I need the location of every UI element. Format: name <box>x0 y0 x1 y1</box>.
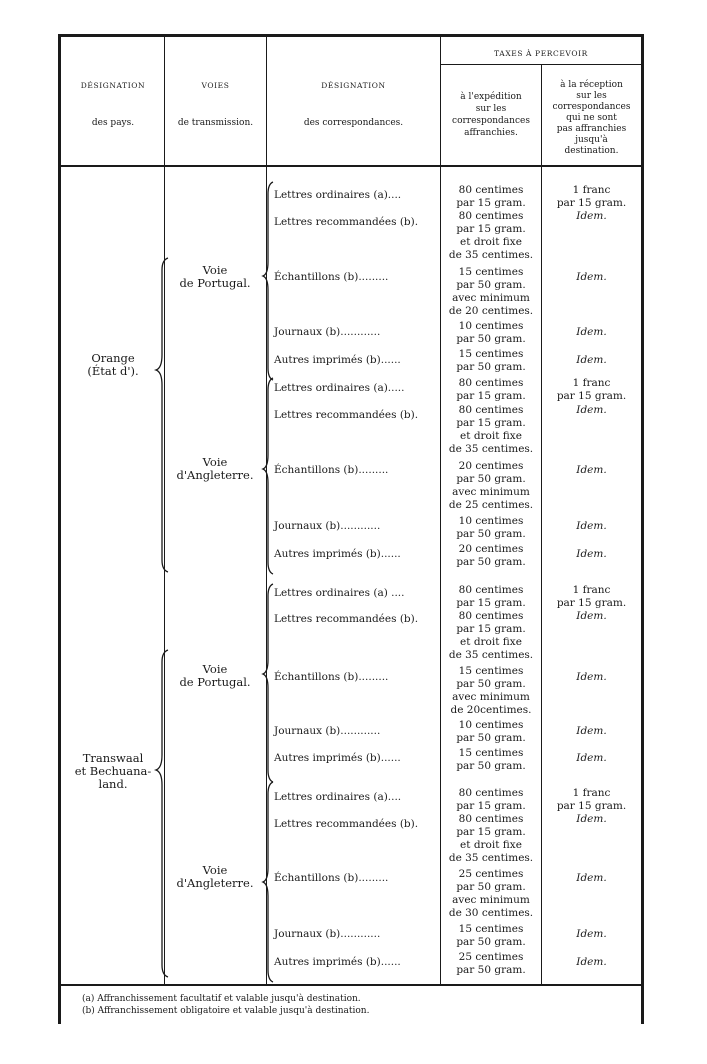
row-desc: Autres imprimés (b)...... <box>274 548 401 560</box>
row-desc: Lettres ordinaires (a)..... <box>274 382 405 394</box>
row-desc: Autres imprimés (b)...... <box>274 752 401 764</box>
header-voies-1: VOIES <box>201 81 230 90</box>
row-desc: Lettres recommandées (b). <box>274 613 419 625</box>
row-desc: Lettres ordinaires (a) .... <box>274 587 405 599</box>
row-desc: Échantillons (b)......... <box>274 671 389 683</box>
row-desc: Autres imprimés (b)...... <box>274 956 401 968</box>
row-desc: Échantillons (b)......... <box>274 872 389 884</box>
header-pays-2: des pays. <box>91 118 135 128</box>
row-desc: Journaux (b)............ <box>274 725 381 737</box>
brace-t-p <box>263 584 273 782</box>
header-voies-2: de transmission. <box>177 118 254 128</box>
row-desc: Lettres recommandées (b). <box>274 216 419 228</box>
row-desc: Autres imprimés (b)...... <box>274 354 401 366</box>
row-desc: Lettres ordinaires (a).... <box>274 791 402 803</box>
brace-transwaal <box>156 650 168 977</box>
row-desc: Lettres recommandées (b). <box>274 818 419 830</box>
footnote-a: (a) Affranchissement facultatif et valable jusqu'à destination. <box>82 994 361 1004</box>
row-desc: Échantillons (b)......... <box>274 464 389 476</box>
header-corresp-2: des correspondances. <box>303 118 404 128</box>
brace-o-a <box>263 378 273 574</box>
row-desc: Journaux (b)............ <box>274 928 381 940</box>
header-taxes: TAXES À PERCEVOIR <box>494 49 588 58</box>
row-desc: Lettres ordinaires (a).... <box>274 189 402 201</box>
row-desc: Lettres recommandées (b). <box>274 409 419 421</box>
row-desc: Échantillons (b)......... <box>274 271 389 283</box>
row-desc: Journaux (b)............ <box>274 520 381 532</box>
row-desc: Journaux (b)............ <box>274 326 381 338</box>
footnote-b: (b) Affranchissement obligatoire et valable jusqu'à destination. <box>82 1006 370 1016</box>
brace-o-p <box>263 182 273 380</box>
brace-orange <box>156 258 168 572</box>
brace-t-a <box>263 782 273 982</box>
header-corresp-1: DÉSIGNATION <box>321 81 386 90</box>
header-pays-1: DÉSIGNATION <box>80 81 146 90</box>
